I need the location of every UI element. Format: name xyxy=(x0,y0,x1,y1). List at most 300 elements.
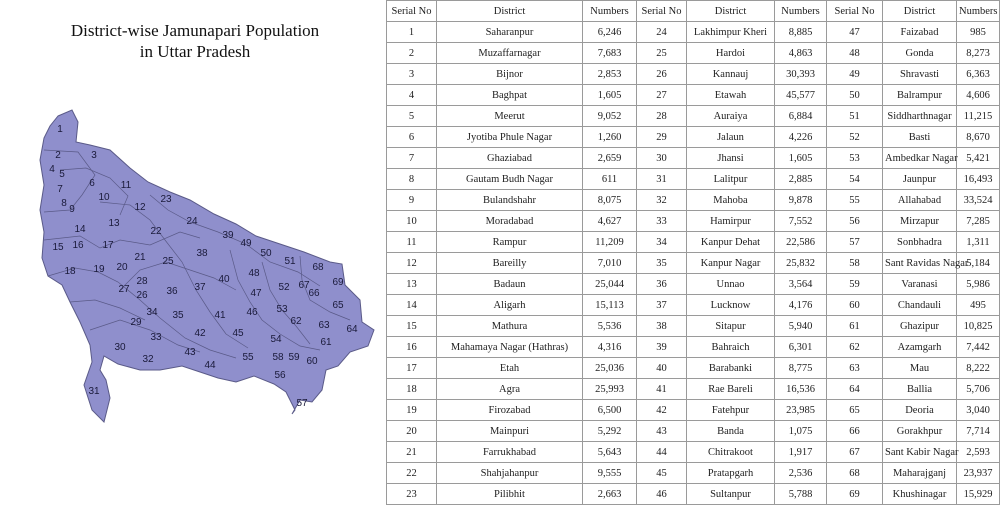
table-row xyxy=(387,169,1000,190)
district-cell: Firozabad xyxy=(437,400,583,421)
table-row xyxy=(387,22,1000,43)
district-cell: Gonda xyxy=(883,43,957,64)
district-cell: Etah xyxy=(437,358,583,379)
district-cell: Jyotiba Phule Nagar xyxy=(437,127,583,148)
serial-cell: 22 xyxy=(387,463,437,484)
serial-cell: 7 xyxy=(387,148,437,169)
district-number-label: 1 xyxy=(57,124,63,135)
numbers-cell: 7,714 xyxy=(957,421,1000,442)
district-cell: Etawah xyxy=(687,85,775,106)
serial-cell: 50 xyxy=(827,85,883,106)
table-row xyxy=(387,274,1000,295)
district-cell: Siddharthnagar xyxy=(883,106,957,127)
district-number-label: 25 xyxy=(162,256,174,267)
serial-cell: 60 xyxy=(827,295,883,316)
district-cell: Faizabad xyxy=(883,22,957,43)
district-number-label: 24 xyxy=(186,216,198,227)
district-number-label: 64 xyxy=(346,324,358,335)
serial-cell: 20 xyxy=(387,421,437,442)
numbers-cell: 8,670 xyxy=(957,127,1000,148)
district-number-label: 47 xyxy=(250,288,262,299)
district-number-label: 36 xyxy=(166,286,178,297)
serial-cell: 69 xyxy=(827,484,883,505)
numbers-cell: 1,917 xyxy=(775,442,827,463)
serial-cell: 32 xyxy=(637,190,687,211)
numbers-cell: 25,832 xyxy=(775,253,827,274)
table-row xyxy=(387,253,1000,274)
serial-cell: 23 xyxy=(387,484,437,505)
numbers-cell: 2,663 xyxy=(583,484,637,505)
serial-cell: 9 xyxy=(387,190,437,211)
numbers-cell: 9,555 xyxy=(583,463,637,484)
district-cell: Unnao xyxy=(687,274,775,295)
table-row xyxy=(387,211,1000,232)
district-number-label: 21 xyxy=(134,252,146,263)
serial-cell: 29 xyxy=(637,127,687,148)
numbers-cell: 5,292 xyxy=(583,421,637,442)
numbers-cell: 3,040 xyxy=(957,400,1000,421)
district-number-label: 15 xyxy=(52,242,64,253)
district-number-label: 62 xyxy=(290,316,302,327)
district-number-label: 8 xyxy=(61,198,67,209)
district-number-label: 5 xyxy=(59,169,65,180)
district-cell: Kanpur Nagar xyxy=(687,253,775,274)
district-number-label: 58 xyxy=(272,352,284,363)
district-number-label: 42 xyxy=(194,328,206,339)
serial-cell: 48 xyxy=(827,43,883,64)
district-number-label: 37 xyxy=(194,282,206,293)
numbers-cell: 11,215 xyxy=(957,106,1000,127)
district-number-label: 41 xyxy=(214,310,226,321)
district-cell: Bahraich xyxy=(687,337,775,358)
numbers-cell: 10,825 xyxy=(957,316,1000,337)
numbers-cell: 15,929 xyxy=(957,484,1000,505)
numbers-cell: 4,176 xyxy=(775,295,827,316)
column-header: Numbers xyxy=(957,1,1000,22)
district-cell: Sultanpur xyxy=(687,484,775,505)
column-header: Serial No xyxy=(827,1,883,22)
district-cell: Sonbhadra xyxy=(883,232,957,253)
district-cell: Lucknow xyxy=(687,295,775,316)
district-number-label: 56 xyxy=(274,370,286,381)
serial-cell: 55 xyxy=(827,190,883,211)
district-number-label: 22 xyxy=(150,226,162,237)
numbers-cell: 985 xyxy=(957,22,1000,43)
district-number-label: 17 xyxy=(102,240,114,251)
district-cell: Azamgarh xyxy=(883,337,957,358)
serial-cell: 40 xyxy=(637,358,687,379)
district-cell: Fatehpur xyxy=(687,400,775,421)
district-number-label: 29 xyxy=(130,317,142,328)
serial-cell: 68 xyxy=(827,463,883,484)
table-row xyxy=(387,379,1000,400)
table-row xyxy=(387,85,1000,106)
district-cell: Lalitpur xyxy=(687,169,775,190)
table-row xyxy=(387,421,1000,442)
numbers-cell: 25,044 xyxy=(583,274,637,295)
district-cell: Ambedkar Nagar xyxy=(883,148,957,169)
numbers-cell: 2,885 xyxy=(775,169,827,190)
district-cell: Rae Bareli xyxy=(687,379,775,400)
district-cell: Mahamaya Nagar (Hathras) xyxy=(437,337,583,358)
district-cell: Chandauli xyxy=(883,295,957,316)
numbers-cell: 6,884 xyxy=(775,106,827,127)
district-number-label: 28 xyxy=(136,276,148,287)
district-cell: Basti xyxy=(883,127,957,148)
serial-cell: 64 xyxy=(827,379,883,400)
serial-cell: 47 xyxy=(827,22,883,43)
district-cell: Mau xyxy=(883,358,957,379)
district-number-label: 49 xyxy=(240,238,252,249)
column-header: Numbers xyxy=(583,1,637,22)
district-cell: Ghazipur xyxy=(883,316,957,337)
table-row xyxy=(387,463,1000,484)
numbers-cell: 5,986 xyxy=(957,274,1000,295)
numbers-cell: 2,853 xyxy=(583,64,637,85)
district-cell: Jalaun xyxy=(687,127,775,148)
serial-cell: 10 xyxy=(387,211,437,232)
district-number-label: 60 xyxy=(306,356,318,367)
district-number-label: 32 xyxy=(142,354,154,365)
district-number-label: 3 xyxy=(91,150,97,161)
map-title xyxy=(40,20,350,62)
district-number-label: 19 xyxy=(93,264,105,275)
district-cell: Kannauj xyxy=(687,64,775,85)
uttar-pradesh-map xyxy=(0,100,380,430)
district-number-label: 43 xyxy=(184,347,196,358)
district-number-label: 46 xyxy=(246,307,258,318)
district-number-label: 55 xyxy=(242,352,254,363)
column-header: District xyxy=(687,1,775,22)
district-number-label: 68 xyxy=(312,262,324,273)
district-cell: Sant Kabir Nagar xyxy=(883,442,957,463)
district-number-label: 57 xyxy=(296,398,308,409)
serial-cell: 35 xyxy=(637,253,687,274)
serial-cell: 19 xyxy=(387,400,437,421)
serial-cell: 54 xyxy=(827,169,883,190)
table-row xyxy=(387,64,1000,85)
district-number-label: 54 xyxy=(270,334,282,345)
serial-cell: 2 xyxy=(387,43,437,64)
numbers-cell: 8,075 xyxy=(583,190,637,211)
numbers-cell: 9,052 xyxy=(583,106,637,127)
district-cell: Muzaffarnagar xyxy=(437,43,583,64)
serial-cell: 8 xyxy=(387,169,437,190)
serial-cell: 24 xyxy=(637,22,687,43)
serial-cell: 4 xyxy=(387,85,437,106)
numbers-cell: 23,937 xyxy=(957,463,1000,484)
district-cell: Jhansi xyxy=(687,148,775,169)
numbers-cell: 2,536 xyxy=(775,463,827,484)
serial-cell: 49 xyxy=(827,64,883,85)
district-number-label: 23 xyxy=(160,194,172,205)
serial-cell: 46 xyxy=(637,484,687,505)
serial-cell: 5 xyxy=(387,106,437,127)
district-cell: Balrampur xyxy=(883,85,957,106)
serial-cell: 17 xyxy=(387,358,437,379)
district-cell: Bareilly xyxy=(437,253,583,274)
state-outline xyxy=(40,110,374,422)
district-number-label: 48 xyxy=(248,268,260,279)
district-cell: Aligarh xyxy=(437,295,583,316)
numbers-cell: 33,524 xyxy=(957,190,1000,211)
numbers-cell: 8,885 xyxy=(775,22,827,43)
map-title-line2: in Uttar Pradesh xyxy=(139,42,251,61)
district-cell: Ghaziabad xyxy=(437,148,583,169)
district-number-label: 66 xyxy=(308,288,320,299)
district-number-label: 27 xyxy=(118,284,130,295)
district-cell: Varanasi xyxy=(883,274,957,295)
district-number-label: 61 xyxy=(320,337,332,348)
district-cell: Bulandshahr xyxy=(437,190,583,211)
district-cell: Lakhimpur Kheri xyxy=(687,22,775,43)
district-cell: Saharanpur xyxy=(437,22,583,43)
serial-cell: 43 xyxy=(637,421,687,442)
numbers-cell: 16,536 xyxy=(775,379,827,400)
table-row xyxy=(387,232,1000,253)
district-cell: Pilibhit xyxy=(437,484,583,505)
serial-cell: 1 xyxy=(387,22,437,43)
numbers-cell: 495 xyxy=(957,295,1000,316)
serial-cell: 51 xyxy=(827,106,883,127)
district-number-label: 40 xyxy=(218,274,230,285)
serial-cell: 18 xyxy=(387,379,437,400)
serial-cell: 12 xyxy=(387,253,437,274)
district-cell: Allahabad xyxy=(883,190,957,211)
numbers-cell: 5,421 xyxy=(957,148,1000,169)
column-header: Serial No xyxy=(637,1,687,22)
numbers-cell: 4,606 xyxy=(957,85,1000,106)
numbers-cell: 2,593 xyxy=(957,442,1000,463)
district-cell: Agra xyxy=(437,379,583,400)
district-number-label: 14 xyxy=(74,224,86,235)
numbers-cell: 7,552 xyxy=(775,211,827,232)
district-number-label: 67 xyxy=(298,280,310,291)
serial-cell: 31 xyxy=(637,169,687,190)
numbers-cell: 6,363 xyxy=(957,64,1000,85)
serial-cell: 37 xyxy=(637,295,687,316)
numbers-cell: 11,209 xyxy=(583,232,637,253)
district-cell: Auraiya xyxy=(687,106,775,127)
numbers-cell: 7,010 xyxy=(583,253,637,274)
serial-cell: 38 xyxy=(637,316,687,337)
district-number-label: 38 xyxy=(196,248,208,259)
numbers-cell: 5,536 xyxy=(583,316,637,337)
district-cell: Bijnor xyxy=(437,64,583,85)
district-number-label: 2 xyxy=(55,150,61,161)
district-number-label: 34 xyxy=(146,307,158,318)
serial-cell: 15 xyxy=(387,316,437,337)
table-header-row xyxy=(387,1,1000,22)
numbers-cell: 25,036 xyxy=(583,358,637,379)
numbers-cell: 1,605 xyxy=(775,148,827,169)
serial-cell: 33 xyxy=(637,211,687,232)
serial-cell: 66 xyxy=(827,421,883,442)
serial-cell: 21 xyxy=(387,442,437,463)
district-cell: Shahjahanpur xyxy=(437,463,583,484)
numbers-cell: 4,226 xyxy=(775,127,827,148)
district-number-label: 10 xyxy=(98,192,110,203)
numbers-cell: 4,316 xyxy=(583,337,637,358)
numbers-cell: 4,627 xyxy=(583,211,637,232)
district-cell: Sitapur xyxy=(687,316,775,337)
district-number-label: 50 xyxy=(260,248,272,259)
numbers-cell: 7,442 xyxy=(957,337,1000,358)
numbers-cell: 6,500 xyxy=(583,400,637,421)
district-number-label: 69 xyxy=(332,277,344,288)
serial-cell: 58 xyxy=(827,253,883,274)
numbers-cell: 8,273 xyxy=(957,43,1000,64)
district-cell: Meerut xyxy=(437,106,583,127)
column-header: District xyxy=(883,1,957,22)
table-row xyxy=(387,295,1000,316)
numbers-cell: 5,643 xyxy=(583,442,637,463)
numbers-cell: 5,788 xyxy=(775,484,827,505)
district-cell: Hardoi xyxy=(687,43,775,64)
district-cell: Pratapgarh xyxy=(687,463,775,484)
district-number-label: 12 xyxy=(134,202,146,213)
district-number-label: 45 xyxy=(232,328,244,339)
district-cell: Barabanki xyxy=(687,358,775,379)
numbers-cell: 30,393 xyxy=(775,64,827,85)
district-number-label: 65 xyxy=(332,300,344,311)
column-header: Serial No xyxy=(387,1,437,22)
table-row xyxy=(387,43,1000,64)
district-cell: Rampur xyxy=(437,232,583,253)
district-cell: Jaunpur xyxy=(883,169,957,190)
numbers-cell: 5,184 xyxy=(957,253,1000,274)
numbers-cell: 6,246 xyxy=(583,22,637,43)
district-cell: Moradabad xyxy=(437,211,583,232)
district-cell: Badaun xyxy=(437,274,583,295)
district-number-label: 18 xyxy=(64,266,76,277)
serial-cell: 67 xyxy=(827,442,883,463)
numbers-cell: 1,605 xyxy=(583,85,637,106)
serial-cell: 61 xyxy=(827,316,883,337)
table-row xyxy=(387,190,1000,211)
table-row xyxy=(387,316,1000,337)
table-row xyxy=(387,442,1000,463)
serial-cell: 30 xyxy=(637,148,687,169)
district-cell: Mainpuri xyxy=(437,421,583,442)
column-header: District xyxy=(437,1,583,22)
serial-cell: 42 xyxy=(637,400,687,421)
serial-cell: 25 xyxy=(637,43,687,64)
table-row xyxy=(387,400,1000,421)
serial-cell: 11 xyxy=(387,232,437,253)
district-number-label: 35 xyxy=(172,310,184,321)
serial-cell: 28 xyxy=(637,106,687,127)
serial-cell: 36 xyxy=(637,274,687,295)
numbers-cell: 8,222 xyxy=(957,358,1000,379)
district-cell: Sant Ravidas Nagar xyxy=(883,253,957,274)
district-cell: Mahoba xyxy=(687,190,775,211)
district-number-label: 63 xyxy=(318,320,330,331)
serial-cell: 27 xyxy=(637,85,687,106)
table-row xyxy=(387,127,1000,148)
numbers-cell: 1,075 xyxy=(775,421,827,442)
serial-cell: 57 xyxy=(827,232,883,253)
map-title-line1: District-wise Jamunapari Population xyxy=(70,21,320,40)
district-cell: Ballia xyxy=(883,379,957,400)
district-number-label: 59 xyxy=(288,352,300,363)
serial-cell: 65 xyxy=(827,400,883,421)
numbers-cell: 45,577 xyxy=(775,85,827,106)
district-number-label: 9 xyxy=(69,204,75,215)
serial-cell: 34 xyxy=(637,232,687,253)
district-number-label: 26 xyxy=(136,290,148,301)
district-number-label: 52 xyxy=(278,282,290,293)
serial-cell: 59 xyxy=(827,274,883,295)
district-cell: Maharajganj xyxy=(883,463,957,484)
district-cell: Mathura xyxy=(437,316,583,337)
numbers-cell: 3,564 xyxy=(775,274,827,295)
district-number-label: 20 xyxy=(116,262,128,273)
serial-cell: 3 xyxy=(387,64,437,85)
district-cell: Khushinagar xyxy=(883,484,957,505)
district-number-label: 6 xyxy=(89,178,95,189)
serial-cell: 53 xyxy=(827,148,883,169)
district-number-label: 31 xyxy=(88,386,100,397)
district-cell: Chitrakoot xyxy=(687,442,775,463)
numbers-cell: 23,985 xyxy=(775,400,827,421)
district-number-label: 13 xyxy=(108,218,120,229)
numbers-cell: 9,878 xyxy=(775,190,827,211)
serial-cell: 16 xyxy=(387,337,437,358)
district-cell: Gorakhpur xyxy=(883,421,957,442)
numbers-cell: 7,683 xyxy=(583,43,637,64)
serial-cell: 56 xyxy=(827,211,883,232)
district-cell: Farrukhabad xyxy=(437,442,583,463)
column-header: Numbers xyxy=(775,1,827,22)
serial-cell: 45 xyxy=(637,463,687,484)
district-cell: Shravasti xyxy=(883,64,957,85)
district-number-label: 33 xyxy=(150,332,162,343)
table-row xyxy=(387,337,1000,358)
population-table xyxy=(386,0,1000,505)
numbers-cell: 4,863 xyxy=(775,43,827,64)
serial-cell: 13 xyxy=(387,274,437,295)
serial-cell: 62 xyxy=(827,337,883,358)
district-cell: Mirzapur xyxy=(883,211,957,232)
serial-cell: 63 xyxy=(827,358,883,379)
table-row xyxy=(387,484,1000,505)
numbers-cell: 25,993 xyxy=(583,379,637,400)
numbers-cell: 1,260 xyxy=(583,127,637,148)
district-cell: Banda xyxy=(687,421,775,442)
numbers-cell: 8,775 xyxy=(775,358,827,379)
table-row xyxy=(387,358,1000,379)
district-number-label: 4 xyxy=(49,164,55,175)
numbers-cell: 611 xyxy=(583,169,637,190)
serial-cell: 26 xyxy=(637,64,687,85)
serial-cell: 14 xyxy=(387,295,437,316)
serial-cell: 52 xyxy=(827,127,883,148)
district-number-label: 44 xyxy=(204,360,216,371)
numbers-cell: 5,940 xyxy=(775,316,827,337)
numbers-cell: 5,706 xyxy=(957,379,1000,400)
serial-cell: 39 xyxy=(637,337,687,358)
table-row xyxy=(387,106,1000,127)
numbers-cell: 7,285 xyxy=(957,211,1000,232)
numbers-cell: 6,301 xyxy=(775,337,827,358)
district-number-label: 51 xyxy=(284,256,296,267)
district-cell: Hamirpur xyxy=(687,211,775,232)
district-number-label: 53 xyxy=(276,304,288,315)
district-cell: Baghpat xyxy=(437,85,583,106)
district-cell: Gautam Budh Nagar xyxy=(437,169,583,190)
district-cell: Deoria xyxy=(883,400,957,421)
